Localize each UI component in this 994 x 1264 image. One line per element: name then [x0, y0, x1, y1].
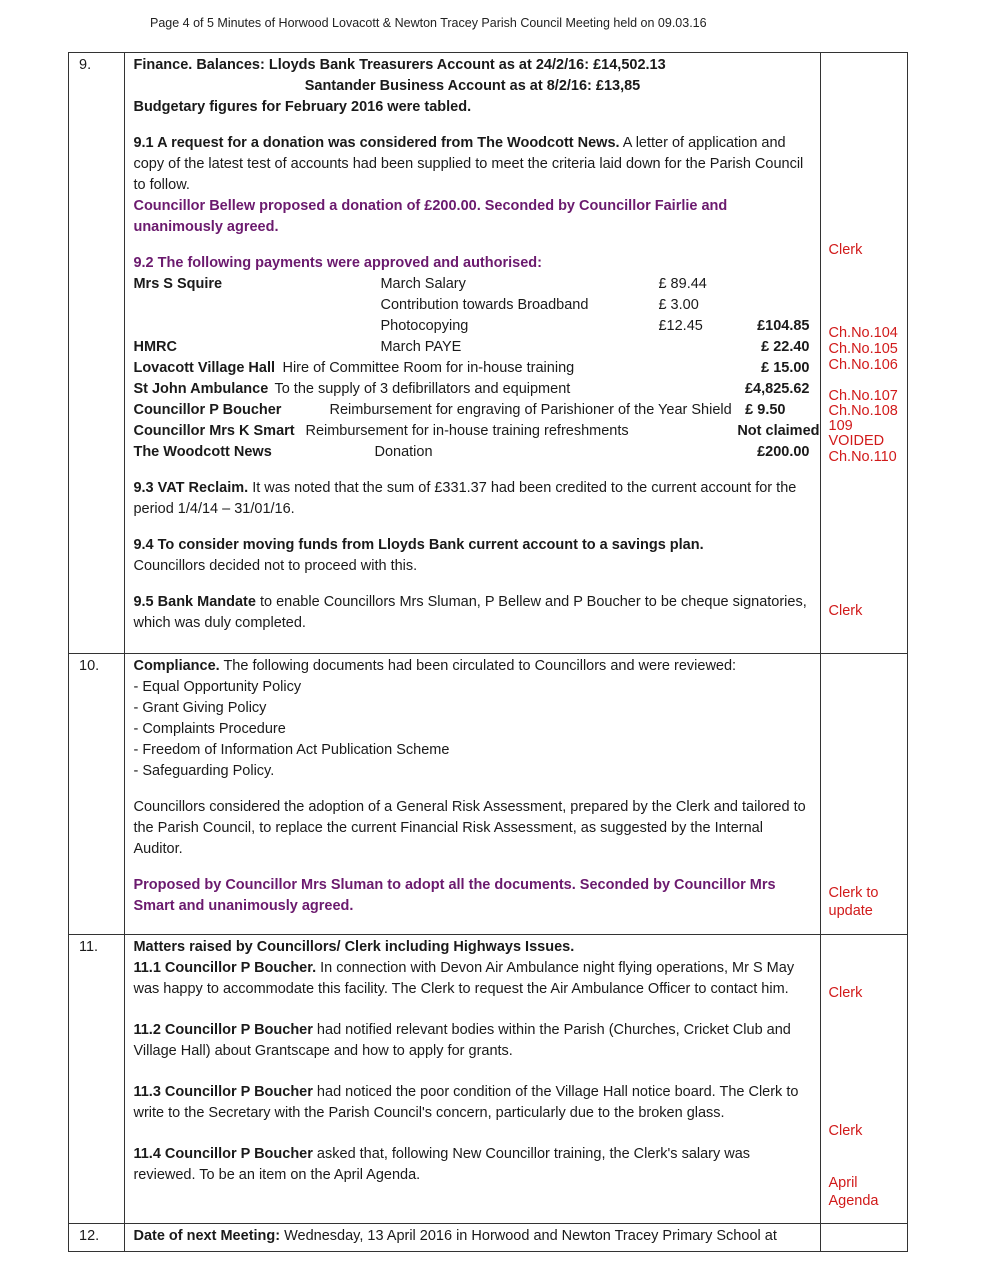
santander-balance-line: Santander Business Account as at 8/2/16: £13,85: [304, 78, 641, 94]
action-clerk: Clerk: [828, 985, 863, 1001]
item-number: 10.: [69, 654, 125, 935]
cheque-107: Ch.No.107: [828, 388, 898, 404]
section-9-1: 9.1 A request for a donation was considered from The Woodcott News. A letter of application and copy of the latest test of accounts had been supplied to meet the criteria laid down for the Parish Council to follow.: [133, 135, 804, 193]
action-clerk: Clerk: [828, 242, 863, 258]
cheque-110: Ch.No.110: [828, 449, 897, 465]
section-9-3: 9.3 VAT Reclaim. It was noted that the sum of £331.37 had been credited to the current account for the period 1/4/14 – 31/01/16.: [133, 480, 797, 517]
cheque-106: Ch.No.106: [828, 357, 898, 373]
item-10-row: [69, 654, 908, 935]
payment-row: Contribution towards Broadband £ 3.00: [380, 297, 699, 313]
compliance-intro: Compliance. The following documents had been circulated to Councillors and were reviewed:: [133, 658, 737, 674]
page-header: Page 4 of 5 Minutes of Horwood Lovacott & Newton Tracey Parish Council Meeting held on 09.03.16: [150, 16, 707, 30]
action-agenda: Agenda: [828, 1193, 879, 1209]
section-11-2: 11.2 Councillor P Boucher had notified relevant bodies within the Parish (Churches, Cricket Club and Village Hall) about Grantscape and how to apply for grants.: [133, 1022, 791, 1059]
action-clerk: Clerk: [828, 603, 863, 619]
payment-row: Councillor P Boucher Reimbursement for engraving of Parishioner of the Year Shield £ 9.50: [133, 402, 786, 418]
list-item: - Equal Opportunity Policy: [133, 677, 811, 698]
list-item: - Complaints Procedure: [133, 719, 811, 740]
item-12-row: [69, 1224, 908, 1252]
next-meeting: Date of next Meeting: Wednesday, 13 April 2016 in Horwood and Newton Tracey Primary School at: [133, 1228, 777, 1244]
item-number: 12.: [69, 1224, 125, 1252]
cheque-109: 109: [828, 418, 853, 434]
section-9-4-text: Councillors decided not to proceed with this.: [133, 558, 418, 574]
cheque-105: Ch.No.105: [828, 341, 898, 357]
item-9-row: [69, 53, 908, 654]
action-column: [820, 1224, 908, 1252]
action-april: April: [828, 1175, 858, 1191]
list-item: - Freedom of Information Act Publication Scheme: [133, 740, 811, 761]
action-column: [820, 53, 908, 654]
payment-row: HMRC March PAYE £ 22.40: [133, 339, 810, 355]
list-item: - Grant Giving Policy: [133, 698, 811, 719]
payment-row: Photocopying £12.45 £104.85: [380, 318, 810, 334]
item-number: 9.: [69, 53, 125, 654]
section-9-5: 9.5 Bank Mandate to enable Councillors Mrs Sluman, P Bellew and P Boucher to be cheque signatories, which was duly completed.: [133, 594, 807, 631]
payment-row: Lovacott Village Hall Hire of Committee Room for in-house training £ 15.00: [133, 360, 810, 376]
minutes-table: [68, 52, 908, 1252]
risk-assessment-paragraph: Councillors considered the adoption of a General Risk Assessment, prepared by the Clerk and tailored to the Parish Council, to replace the current Financial Risk Assessment, as suggested by the Internal Auditor.: [133, 799, 806, 857]
item-body: [125, 654, 820, 935]
item-11-row: [69, 935, 908, 1224]
finance-balances-line: Finance. Balances: Lloyds Bank Treasurers Account as at 24/2/16: £14,502.13: [133, 57, 666, 73]
matters-title: Matters raised by Councillors/ Clerk including Highways Issues.: [133, 939, 575, 955]
payments-list: [133, 274, 820, 463]
voided-label: VOIDED: [828, 433, 885, 449]
cheque-108: Ch.No.108: [828, 403, 898, 419]
budget-line: Budgetary figures for February 2016 were tabled.: [133, 99, 472, 115]
payment-row: The Woodcott News Donation £200.00: [133, 444, 810, 460]
action-column: [820, 654, 908, 935]
section-11-4: 11.4 Councillor P Boucher asked that, following New Councillor training, the Clerk's salary was reviewed. To be an item on the April Agenda.: [133, 1146, 751, 1183]
section-9-1-resolution: Councillor Bellew proposed a donation of £200.00. Seconded by Councillor Fairlie and unanimously agreed.: [133, 198, 728, 235]
list-item: - Safeguarding Policy.: [133, 761, 811, 782]
documents-list: [133, 677, 811, 782]
item-body: [125, 935, 820, 1224]
section-9-4-title: 9.4 To consider moving funds from Lloyds Bank current account to a savings plan.: [133, 537, 704, 553]
payment-row: Mrs S Squire March Salary £ 89.44: [133, 276, 707, 292]
action-clerk: Clerk: [828, 1123, 863, 1139]
compliance-resolution: Proposed by Councillor Mrs Sluman to adopt all the documents. Seconded by Councillor Mrs Smart and unanimously agreed.: [133, 877, 776, 914]
item-body: [125, 1224, 820, 1252]
cheque-104: Ch.No.104: [828, 325, 898, 341]
section-9-2-title: 9.2 The following payments were approved and authorised:: [133, 255, 542, 271]
item-number: 11.: [69, 935, 125, 1224]
action-clerk-update: Clerk to: [828, 885, 879, 901]
item-body: [125, 53, 820, 654]
payment-row: St John Ambulance To the supply of 3 defibrillators and equipment £4,825.62: [133, 381, 810, 397]
payment-row: Councillor Mrs K Smart Reimbursement for in-house training refreshments Not claimed: [133, 423, 820, 439]
action-column: [820, 935, 908, 1224]
section-11-1: 11.1 Councillor P Boucher. In connection with Devon Air Ambulance night flying operations, Mr S May was happy to accommodate this facility. The Clerk to request the Air Ambulance Officer to contact him.: [133, 960, 795, 997]
action-clerk-update-2: update: [828, 903, 873, 919]
section-11-3: 11.3 Councillor P Boucher had noticed the poor condition of the Village Hall notice board. The Clerk to write to the Secretary with the Parish Council's concern, particularly due to the broken glass.: [133, 1084, 799, 1121]
